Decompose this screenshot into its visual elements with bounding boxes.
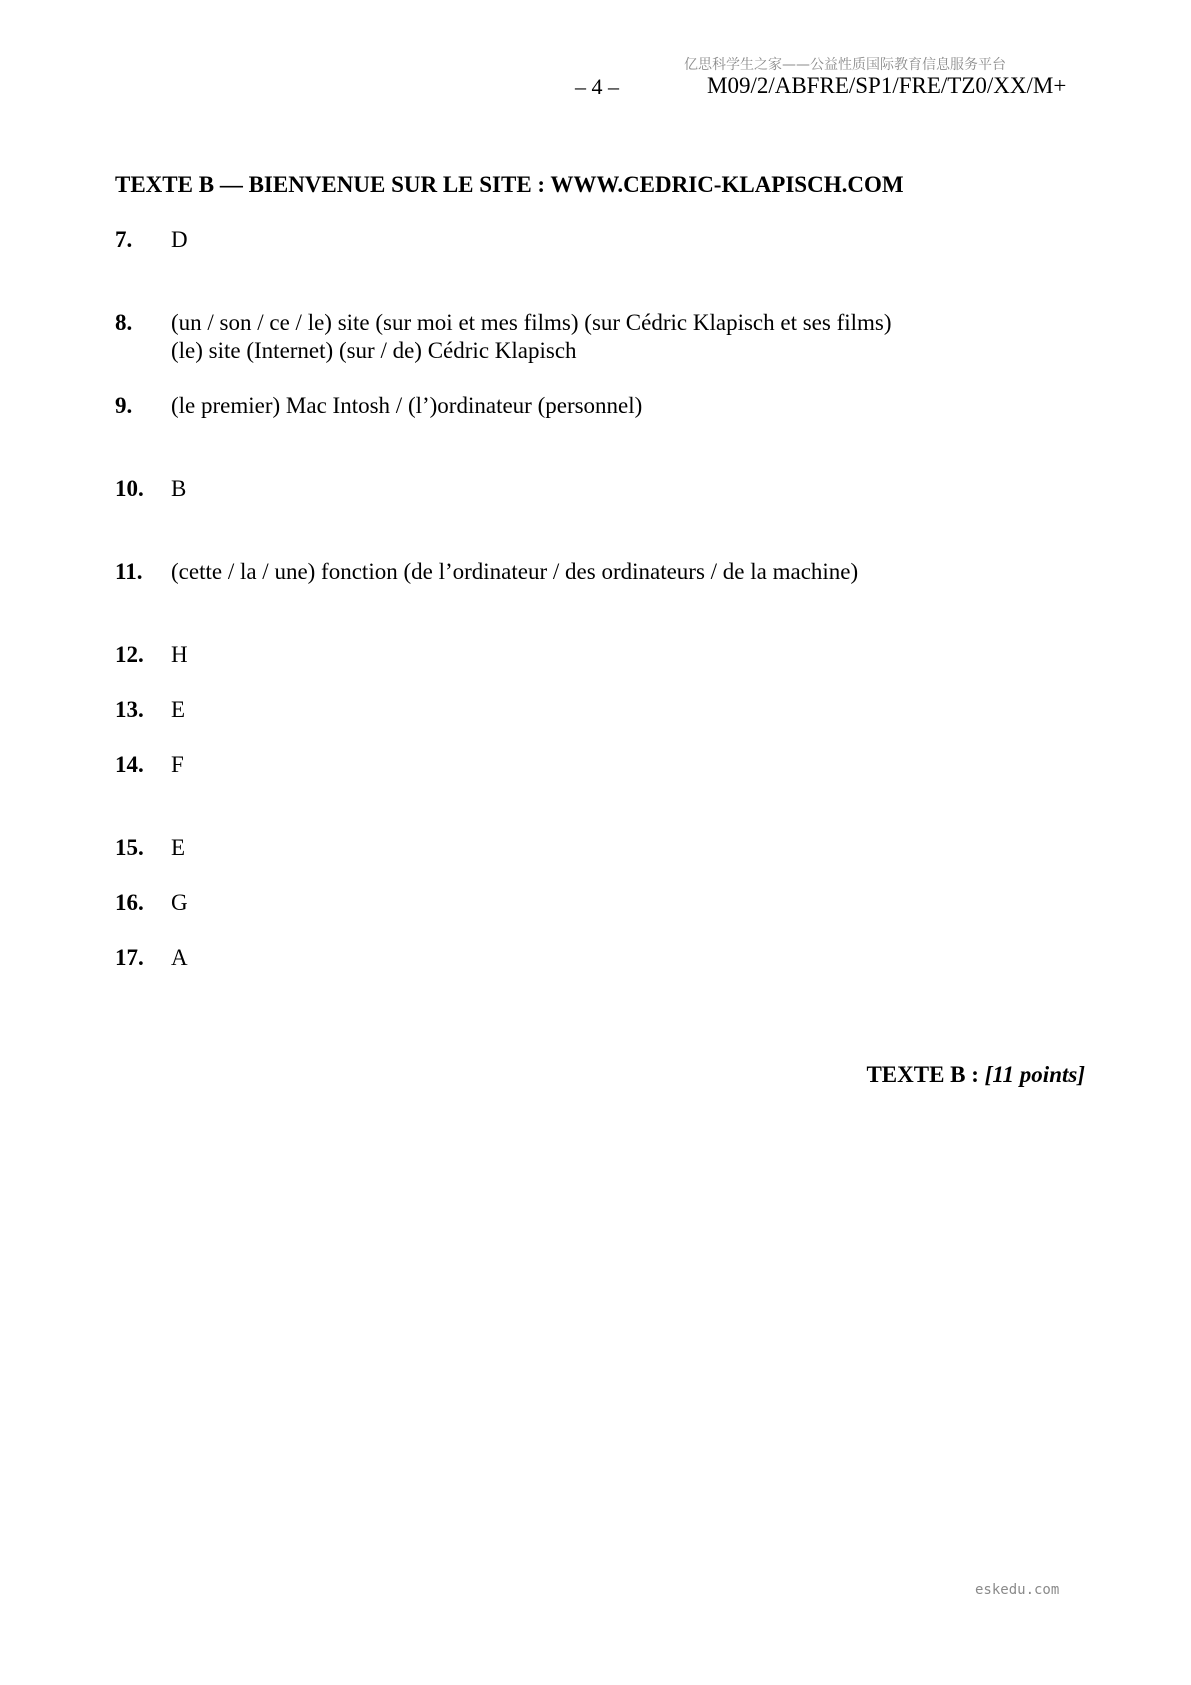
answer-number: 8. xyxy=(115,310,133,335)
section-score xyxy=(866,1062,1085,1088)
answer-text xyxy=(171,226,188,254)
answer-number: 17. xyxy=(115,945,144,970)
document-reference-code: M09/2/ABFRE/SP1/FRE/TZ0/XX/M+ xyxy=(707,73,1067,98)
answer-text xyxy=(171,834,185,862)
answer-text xyxy=(171,558,858,586)
footer-watermark: eskedu.com xyxy=(975,1582,1060,1598)
answer-text xyxy=(171,696,185,724)
answer-number: 13. xyxy=(115,697,144,722)
answer-number: 10. xyxy=(115,476,144,501)
answer-line: E xyxy=(171,697,186,722)
answer-line: F xyxy=(171,752,184,777)
answer-number: 9. xyxy=(115,393,133,418)
answer-line: A xyxy=(171,945,188,970)
answer-number: 14. xyxy=(115,752,144,777)
answer-number: 7. xyxy=(115,227,133,252)
answer-line: D xyxy=(171,227,188,252)
answer-text xyxy=(171,889,188,917)
header-watermark: 亿思科学生之家——公益性质国际教育信息服务平台 xyxy=(684,57,1006,73)
answer-number: 11. xyxy=(115,559,143,584)
answer-line: (le premier) Mac Intosh / (l’)ordinateur (personnel) xyxy=(171,393,643,418)
answer-line: B xyxy=(171,476,187,501)
answer-number: 15. xyxy=(115,835,144,860)
score-points: [11 points] xyxy=(984,1062,1085,1087)
answer-line: E xyxy=(171,835,186,860)
answer-number: 16. xyxy=(115,890,144,915)
answer-text xyxy=(171,309,892,365)
page-number: – 4 – xyxy=(575,74,619,99)
answer-line: H xyxy=(171,642,188,667)
answer-text xyxy=(171,751,184,779)
answer-line: (un / son / ce / le) site (sur moi et mes films) (sur Cédric Klapisch et ses films) xyxy=(171,310,892,335)
answer-line: (cette / la / une) fonction (de l’ordinateur / des ordinateurs / de la machine) xyxy=(171,559,859,584)
score-label: TEXTE B : xyxy=(866,1062,985,1087)
answer-text xyxy=(171,944,188,972)
answer-line: G xyxy=(171,890,188,915)
answer-text xyxy=(171,641,188,669)
answer-line: (le) site (Internet) (sur / de) Cédric Klapisch xyxy=(171,338,577,363)
section-title: TEXTE B — BIENVENUE SUR LE SITE : WWW.CEDRIC-KLAPISCH.COM xyxy=(115,172,904,197)
answer-text xyxy=(171,475,186,503)
answer-number: 12. xyxy=(115,642,144,667)
answer-text xyxy=(171,392,642,420)
